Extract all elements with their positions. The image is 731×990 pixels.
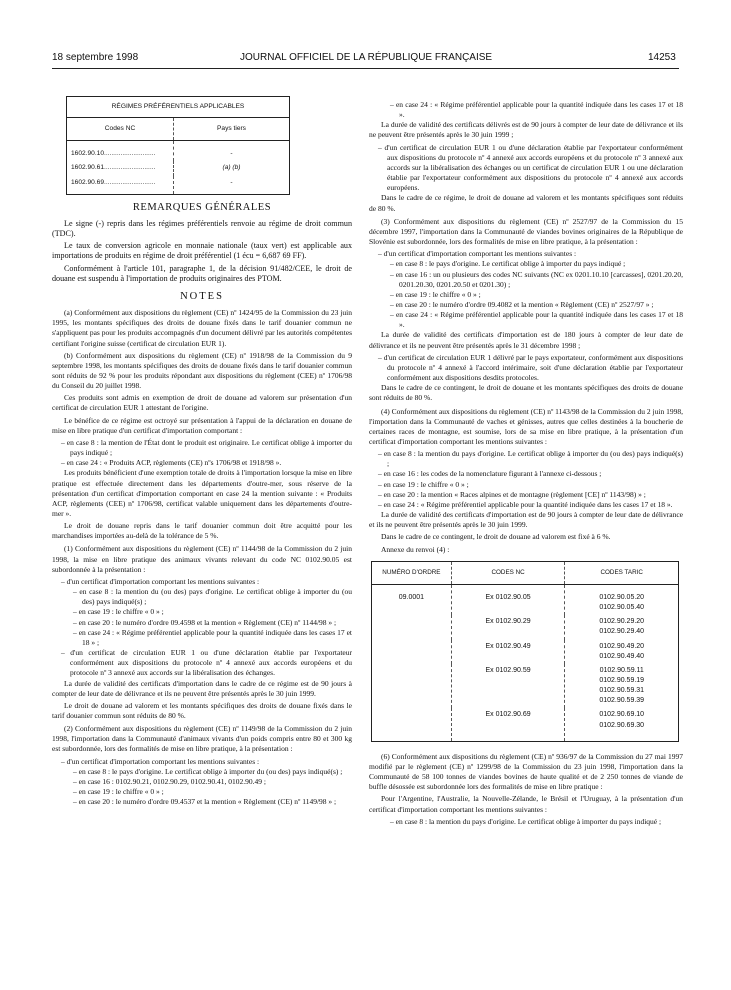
regimes-value: (a) (b) [174, 161, 290, 175]
header-rule [52, 68, 679, 69]
annex-col-taric: CODES TARIC [565, 561, 679, 584]
annex-taric: 0102.90.29.20 0102.90.29.40 [565, 615, 679, 639]
annex-table [371, 561, 679, 742]
paragraph: Le signe (-) repris dans les régimes préférentiels renvoie au régime de droit commun (TDC). [52, 218, 352, 239]
list-item: – d'un certificat de circulation EUR 1 délivré par le pays exportateur, conformément aux dispositions du protocole nº 4 annexé à l'accord intérimaire, soit d'une déclaration établie par l'exportateur conformément aux dispositions desdits protocoles. [378, 352, 683, 383]
annex-label: Annexe du renvoi (4) : [381, 544, 450, 554]
list-item: – en case 16 : les codes de la nomenclature figurant à l'annexe ci-dessous ; [378, 469, 602, 479]
list-item: – en case 19 : le chiffre « 0 » ; [73, 607, 164, 617]
list-item: – en case 24 : « Régime préférentiel applicable pour la quantité indiquée dans les cases 17 et 18 ». [390, 100, 683, 120]
paragraph: (3) Conformément aux dispositions du règlement (CE) nº 2527/97 de la Commission du 15 décembre 1997, l'importation dans la Communauté de viandes bovines originaires de la République de Slovénie est subordonnée, lors des formalités de mise en libre pratique, à la présentation : [369, 216, 683, 247]
list-item: – en case 8 : le pays d'origine. Le certificat oblige à importer du pays indiqué ; [390, 259, 626, 269]
list-item: – d'un certificat de circulation EUR 1 ou d'une déclaration établie par l'exportateur conformément aux dispositions du protocole nº 4 annexé aux accords européens et du protocole nº 3 annexé aux accords sur la libéralisation des échanges. [61, 648, 352, 678]
paragraph: (2) Conformément aux dispositions du règlement (CE) nº 1149/98 de la Commission du 2 juin 1998, l'importation dans la Communauté d'animaux vivants d'un poids compris entre 80 et 300 kg est subordonnée, lors des formalités de mise en libre pratique, à la présentation : [52, 724, 352, 754]
annex-taric: 0102.90.59.11 0102.90.59.19 0102.90.59.31 0102.90.59.39 [565, 664, 679, 709]
regimes-table-title: RÉGIMES PRÉFÉRENTIELS APPLICABLES [67, 97, 290, 118]
list-item: – en case 8 : la mention du (ou des) pays d'origine. Le certificat oblige à importer du (ou des) pays indiqué(s) ; [73, 587, 352, 607]
regimes-code: 1602.90.61............................ [71, 164, 156, 172]
list-item: – en case 24 : « Régime préférentiel applicable pour la quantité indiquée dans les cases 17 et 18 ». [378, 499, 673, 509]
header-page-number: 14253 [648, 52, 676, 63]
annex-col-nc: CODES NC [451, 561, 565, 584]
list-item: – en case 8 : la mention du pays d'origine. Le certificat oblige à importer du (ou des) pays indiqué(s) ; [378, 449, 683, 469]
list-item: – en case 8 : le pays d'origine. Le certificat oblige à importer du (ou des) pays indiqué(s) ; [73, 766, 343, 776]
annex-ordre: 09.0001 [398, 593, 425, 601]
annex-col-ordre: NUMÉRO D'ORDRE [372, 561, 452, 584]
annex-nc: Ex 0102.90.69 [451, 708, 565, 741]
list-item: – en case 20 : le numéro d'ordre 09.4082 et la mention « Règlement (CE) nº 2527/97 » ; [390, 299, 654, 309]
regimes-code: 1602.90.69............................ [71, 178, 156, 186]
paragraph: Dans le cadre de ce régime, le droit de douane ad valorem et les montants spécifiques sont réduits de 80 %. [369, 193, 683, 213]
annex-nc: Ex 0102.90.29 [451, 615, 565, 639]
regimes-col-codes: Codes NC [104, 125, 136, 133]
annex-taric: 0102.90.05.20 0102.90.05.40 [565, 584, 679, 615]
regimes-table [66, 96, 290, 195]
annex-taric: 0102.90.49.20 0102.90.49.40 [565, 640, 679, 664]
list-item: – en case 19 : le chiffre « 0 » ; [378, 479, 469, 489]
paragraph: (4) Conformément aux dispositions du règlement (CE) nº 1143/98 de la Commission du 2 juin 1998, l'importation dans la Communauté de vaches et génisses, autres que celles destinées à la boucherie de certaines races de montagne, est soumise, lors de sa mise en libre pratique, à la présentation d'un certificat d'importation comportant les mentions suivantes : [369, 406, 683, 446]
paragraph: La durée de validité des certificats d'importation dans le cadre de ce régime est de 90 jours à compter de leur date de délivrance et ils ne peuvent être présentés après le 30 juin 1999. [52, 678, 352, 698]
paragraph: Dans le cadre de ce contingent, le droit de douane ad valorem est fixé à 6 %. [381, 532, 611, 542]
list-item: – en case 19 : le chiffre « 0 » ; [390, 289, 481, 299]
remarques-heading: REMARQUES GÉNÉRALES [132, 201, 272, 213]
paragraph: La durée de validité des certificats délivrés est de 90 jours à compter de leur date de délivrance et ils ne peuvent être présentés après le 30 juin 1999 ; [369, 120, 683, 140]
paragraph: Ces produits sont admis en exemption de droit de douane ad valorem sur présentation d'un certificat de circulation EUR 1 attestant de l'origine. [52, 393, 352, 413]
note-b: (b) Conformément aux dispositions du règlement (CE) nº 1918/98 de la Commission du 9 septembre 1998, les montants spécifiques des droits de douane fixés dans le tarif douanier commun sont réduits de 92 % pour les produits répondant aux dispositions du règlement (CEE) nº 1706/98 du Conseil du 20 juillet 1998. [52, 350, 352, 391]
regimes-value: - [174, 141, 290, 162]
list-item: – d'un certificat d'importation comportant les mentions suivantes : [61, 576, 260, 586]
annex-nc: Ex 0102.90.59 [451, 664, 565, 709]
paragraph: (6) Conformément aux dispositions du règlement (CE) nº 936/97 de la Commission du 27 mai 1997 modifié par le règlement (CE) nº 1299/98 de la Commission du 23 juin 1998, l'importation dans la Communauté de 58 100 tonnes de viandes bovines de haute qualité et de 2 250 tonnes de viande de buffle désossée est subordonnée lors des formalités de mise en libre pratique : [369, 751, 683, 792]
notes-heading: NOTES [180, 290, 224, 302]
list-item: – en case 8 : la mention du pays d'origine. Le certificat oblige à importer du pays indiqué ; [390, 816, 662, 826]
list-item: – en case 20 : la mention « Races alpines et de montagne (règlement [CE] nº 1143/98) » ; [378, 489, 646, 499]
list-item: – d'un certificat de circulation EUR 1 ou d'une déclaration établie par l'exportateur conformément aux dispositions du protocole nº 4 annexé aux accords européens et du protocole nº 3 annexé aux accords sur la libéralisation des échanges ou un certificat de circulation EUR 1 ou une déclaration établie par l'exportateur conformément aux dispositions du protocole nº 4 annexé aux accords européens. [378, 142, 683, 193]
paragraph: (1) Conformément aux dispositions du règlement (CE) nº 1144/98 de la Commission du 2 juin 1998, la mise en libre pratique des animaux vivants relevant du code NC 0102.90.05 est subordonnée à la présentation : [52, 544, 352, 574]
list-item: – d'un certificat d'importation comportant les mentions suivantes : [61, 756, 260, 766]
list-item: – en case 24 : « Régime préférentiel applicable pour la quantité indiquée dans les cases 17 et 18 » ; [73, 627, 352, 647]
list-item: – en case 16 : 0102.90.21, 0102.90.29, 0102.90.41, 0102.90.49 ; [73, 776, 266, 786]
paragraph: Le droit de douane ad valorem et les montants spécifiques des droits de douane fixés dans le tarif douanier commun sont réduits de 80 %. [52, 700, 352, 720]
left-column [52, 96, 352, 807]
note-a: (a) Conformément aux dispositions du règlement (CE) nº 1424/95 de la Commission du 23 juin 1995, les montants spécifiques des droits de douane fixés dans le tarif douanier commun ne s'appliquent pas pour les produits accompagnés d'un document délivré par les autorités compétentes certifiant l'origine suisse (certificat de circulation EUR 1). [52, 308, 352, 348]
regimes-col-pays: Pays tiers [174, 118, 290, 141]
list-item: – d'un certificat d'importation comportant les mentions suivantes : [378, 249, 577, 259]
header-date: 18 septembre 1998 [52, 52, 139, 63]
list-item: – en case 24 : « Produits ACP, règlements (CE) nºs 1706/98 et 1918/98 ». [61, 458, 282, 468]
paragraph: Le bénéfice de ce régime est octroyé sur présentation à l'appui de la déclaration en douane de mise en libre pratique d'un certificat d'importation comportant : [52, 415, 352, 435]
paragraph: La durée de validité des certificats d'importation est de 180 jours à compter de leur date de délivrance et ils ne peuvent être présentés après le 31 décembre 1998 ; [369, 330, 683, 350]
list-item: – en case 24 : « Régime préférentiel applicable pour la quantité indiquée dans les cases 17 et 18 ». [390, 310, 683, 330]
regimes-code: 1602.90.10............................ [71, 150, 156, 158]
paragraph: Le droit de douane repris dans le tarif douanier commun doit être acquitté pour les marchandises importées au-delà de la tolérance de 5 %. [52, 521, 352, 541]
paragraph: La durée de validité des certificats d'importation est de 90 jours à compter de leur date de délivrance et ils ne peuvent être présentés après le 30 juin 1999. [369, 510, 683, 530]
paragraph: Le taux de conversion agricole en monnaie nationale (taux vert) est applicable aux importations de produits en régime de droit préférentiel (1 écu = 6,687 69 FF). [52, 241, 352, 261]
list-item: – en case 8 : la mention de l'État dont le produit est originaire. Le certificat oblige à importer du pays indiqué ; [61, 437, 352, 458]
annex-nc: Ex 0102.90.05 [451, 584, 565, 615]
list-item: – en case 16 : un ou plusieurs des codes NC suivants (NC ex 0201.10.10 [carcasses], 0201.20.20, 0201.20.30, 0201.20.50 et 0201.30) ; [390, 269, 683, 289]
list-item: – en case 20 : le numéro d'ordre 09.4537 et la mention « Règlement (CE) nº 1149/98 » ; [73, 797, 337, 807]
paragraph: Conformément à l'article 101, paragraphe 1, de la décision 91/482/CEE, le droit de douane est suspendu à l'importation de produits originaires des PTOM. [52, 263, 352, 283]
header-title: JOURNAL OFFICIEL DE LA RÉPUBLIQUE FRANÇAISE [240, 52, 493, 63]
regimes-value: - [174, 176, 290, 195]
annex-nc: Ex 0102.90.49 [451, 640, 565, 664]
right-column [369, 100, 683, 827]
list-item: – en case 19 : le chiffre « 0 » ; [73, 787, 164, 797]
annex-taric: 0102.90.69.10 0102.90.69.30 [565, 708, 679, 741]
list-item: – en case 20 : le numéro d'ordre 09.4598 et la mention « Règlement (CE) nº 1144/98 » ; [73, 617, 337, 627]
paragraph: Dans le cadre de ce contingent, le droit de douane et les montants spécifiques des droits de douane sont réduits de 80 %. [369, 383, 683, 403]
paragraph: Pour l'Argentine, l'Australie, la Nouvelle-Zélande, le Brésil et l'Uruguay, à la présentation d'un certificat d'importation comportant les mentions suivantes : [369, 794, 683, 814]
paragraph: Les produits bénéficient d'une exemption totale de droits à l'importation lorsque la mise en libre pratique est effectuée directement dans les départements d'outre-mer, sous réserve de la présentation d'un certificat d'importation comportant en case 24 la mention suivante : « Produits ACP, règlements (CEE) nº 1706/98, certificat valable uniquement dans les départements d'outre-mer ». [52, 468, 352, 518]
